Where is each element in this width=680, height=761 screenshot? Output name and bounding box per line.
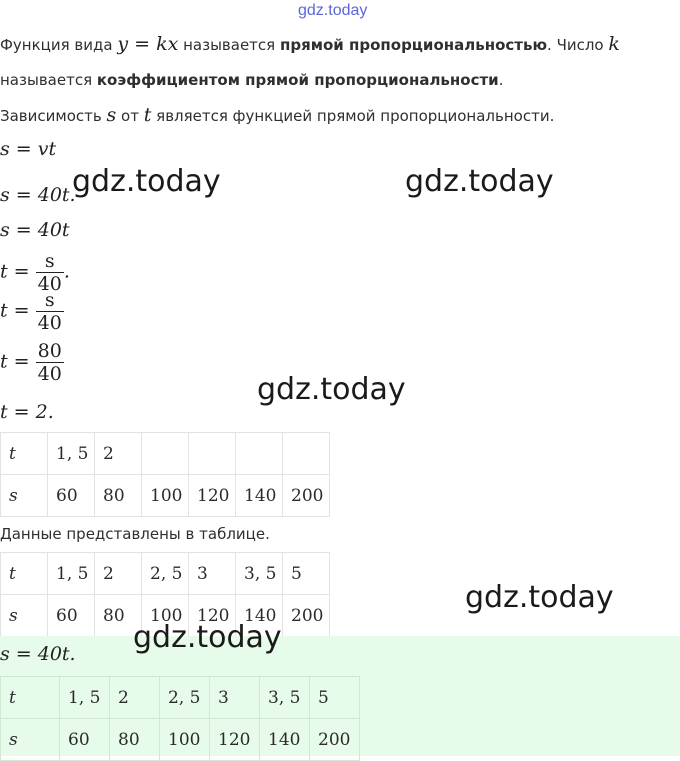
fraction-denominator: 40 — [37, 312, 62, 334]
table-cell: 120 — [189, 475, 236, 517]
watermark: gdz.today — [465, 580, 614, 615]
table-cell: 2, 5 — [142, 553, 189, 595]
table-cell: t — [1, 677, 60, 719]
fraction — [36, 289, 64, 334]
term-coefficient: коэффициентом прямой пропорциональности — [96, 71, 499, 89]
fraction-denominator: 40 — [37, 363, 62, 385]
table-cell: 60 — [48, 475, 95, 517]
table-cell: 200 — [283, 595, 330, 637]
table-cell — [142, 433, 189, 475]
answer-table — [0, 676, 360, 761]
fraction-numerator: 80 — [37, 340, 62, 362]
definition-text: называется — [0, 71, 93, 89]
table-cell: 3, 5 — [260, 677, 310, 719]
table-row-s — [1, 475, 330, 517]
table-cell: 3 — [210, 677, 260, 719]
symbol-k: k — [608, 33, 620, 55]
table-cell: 100 — [142, 595, 189, 637]
formula-y-kx: y = kx — [117, 33, 179, 55]
table-cell: 2 — [95, 553, 142, 595]
value-table-partial — [0, 432, 330, 517]
answer-formula: s = 40t. — [0, 643, 76, 665]
definition-line-2 — [0, 70, 503, 90]
table-cell — [189, 433, 236, 475]
table-cell: 120 — [210, 719, 260, 761]
equation-t-s-over-40-2 — [0, 289, 64, 334]
table-cell: 60 — [60, 719, 110, 761]
definition-text: называется — [183, 36, 276, 54]
equation-s-40t: s = 40t. — [0, 184, 76, 206]
table-cell: 80 — [110, 719, 160, 761]
table-cell: t — [1, 433, 48, 475]
watermark: gdz.today — [133, 620, 282, 655]
table-cell: s — [1, 595, 48, 637]
watermark: gdz.today — [257, 372, 406, 407]
equation-lhs: t = — [0, 350, 30, 373]
fraction — [36, 340, 64, 385]
definition-text: . Число — [547, 36, 604, 54]
dependency-text: является функцией прямой пропорциональности. — [156, 107, 555, 125]
fraction-numerator: s — [44, 289, 55, 311]
table-cell: 2 — [95, 433, 142, 475]
equation-lhs: t = — [0, 299, 30, 322]
table-cell: 3, 5 — [236, 553, 283, 595]
table-cell: 2, 5 — [160, 677, 210, 719]
table-cell — [236, 433, 283, 475]
equation-s-vt: s = vt — [0, 138, 57, 160]
dependency-text: от — [121, 107, 139, 125]
table-cell: t — [1, 553, 48, 595]
term-direct-proportionality: прямой пропорциональностью — [279, 36, 548, 54]
table-cell — [283, 433, 330, 475]
table-row-t — [1, 433, 330, 475]
fraction-numerator: s — [44, 250, 55, 272]
table-cell: 140 — [236, 595, 283, 637]
table-cell: 80 — [95, 475, 142, 517]
table-cell: 200 — [310, 719, 360, 761]
table-cell: 1, 5 — [48, 433, 95, 475]
definition-text: Функция вида — [0, 36, 113, 54]
table-row-s — [1, 719, 360, 761]
table-row-t — [1, 677, 360, 719]
table-cell: 100 — [142, 475, 189, 517]
equation-s-40t-2: s = 40t — [0, 219, 70, 241]
equation-t-80-over-40 — [0, 340, 64, 385]
definition-text: . — [498, 71, 504, 89]
table-cell: 60 — [48, 595, 95, 637]
table-cell: 200 — [283, 475, 330, 517]
table-cell: s — [1, 475, 48, 517]
table-cell: 1, 5 — [48, 553, 95, 595]
watermark: gdz.today — [405, 164, 554, 199]
symbol-t: t — [143, 104, 152, 126]
equation-t-2: t = 2. — [0, 401, 54, 423]
table-cell: 120 — [189, 595, 236, 637]
equation-period: . — [63, 260, 70, 283]
table-cell: s — [1, 719, 60, 761]
table-row-t — [1, 553, 330, 595]
watermark: gdz.today — [72, 164, 221, 199]
dependency-text: Зависимость — [0, 107, 102, 125]
equation-lhs: t = — [0, 260, 30, 283]
dependency-sentence — [0, 105, 554, 126]
table-cell: 80 — [95, 595, 142, 637]
table-cell: 100 — [160, 719, 210, 761]
watermark-top: gdz.today — [298, 2, 368, 19]
table-cell: 1, 5 — [60, 677, 110, 719]
table-cell: 3 — [189, 553, 236, 595]
table-cell: 2 — [110, 677, 160, 719]
definition-line-1 — [0, 34, 620, 55]
fraction-denominator: 40 — [37, 273, 62, 295]
table-cell: 140 — [260, 719, 310, 761]
table-cell: 5 — [283, 553, 330, 595]
table-cell: 5 — [310, 677, 360, 719]
symbol-s: s — [106, 104, 117, 126]
table-caption: Данные представлены в таблице. — [0, 525, 270, 543]
table-cell: 140 — [236, 475, 283, 517]
